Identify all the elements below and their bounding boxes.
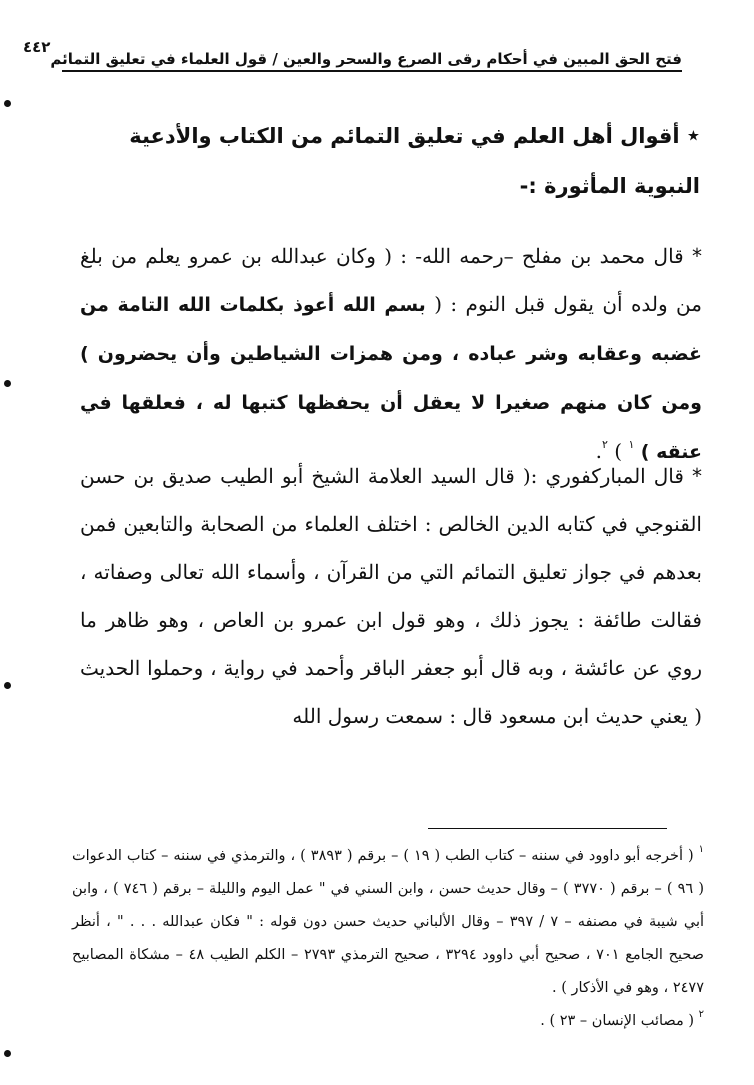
- dua-text: بسم الله أعوذ بكلمات الله التامة من غضبه وعقابه وشر عباده ، ومن همزات الشياطين وأن يحضرون ) ومن كان منهم صغيرا لا يعقل أن يحفظها كتبها له ، فعلقها في عنقه ): [80, 294, 702, 463]
- footnote-ref[interactable]: ٢: [602, 438, 608, 451]
- footnote-marker: ١: [698, 844, 704, 855]
- bracket-text: ): [607, 439, 629, 463]
- full-stop: .: [595, 439, 603, 463]
- footnote-item: [72, 1005, 704, 1038]
- footnote-text: ( مصائب الإنسان – ٢٣ ) .: [540, 1013, 695, 1029]
- footnote-item: [72, 840, 704, 1005]
- footnote-marker: ٢: [698, 1009, 704, 1020]
- footnote-ref[interactable]: ١: [628, 438, 635, 451]
- section-heading-text: أقوال أهل العلم في تعليق التمائم من الكتاب والأدعية النبوية المأثورة :-: [129, 124, 700, 198]
- paragraph-text: قال المباركفوري :( قال السيد العلامة الشيخ أبو الطيب صديق بن حسن القنوجي في كتابه الدين الخالص : اختلف العلماء من الصحابة والتابعين فمن بعدهم في جواز تعليق التمائم التي من القرآن ، وأسماء الله تعالى وصفاته ، فقالت طائفة : يجوز ذلك ، وهو قول ابن عمرو بن العاص ، وهو ظاهر ما روي عن عائشة ، وبه قال أبو جعفر الباقر وأحمد في رواية ، وحملوا الحديث ( يعني حديث ابن مسعود قال : سمعت رسول الله: [80, 464, 702, 728]
- running-header: [22, 34, 682, 72]
- paragraph-ibn-muflih: [80, 232, 702, 476]
- star-icon: *: [692, 244, 702, 268]
- margin-dot: [4, 682, 11, 689]
- section-heading: [90, 110, 700, 211]
- page-number: ٤٤٢: [22, 38, 51, 56]
- header-title: فتح الحق المبين في أحكام رقى الصرع والسحر والعين / قول العلماء في تعليق التمائم: [50, 50, 682, 68]
- star-icon: ٭: [686, 121, 700, 149]
- paragraph-intro: قال محمد بن مفلح –رحمه الله- : ( وكان عبدالله بن عمرو يعلم من بلغ من ولده أن يقول قبل النوم : (: [80, 244, 702, 316]
- star-icon: *: [692, 464, 702, 488]
- footnote-text: ( أخرجه أبو داوود في سننه – كتاب الطب ( ١٩ ) – برقم ( ٣٨٩٣ ) ، والترمذي في سننه – كتاب الدعوات ( ٩٦ ) – برقم ( ٣٧٧٠ ) – وقال حديث حسن ، وابن السني في " عمل اليوم والليلة – برقم ( ٧٤٦ ) ، وابن أبي شيبة في مصنفه – ٧ / ٣٩٧ – وقال الألباني حديث حسن دون قوله : " فكان عبدالله . . . " ، أنظر صحيح الجامع ٧٠١ ، صحيح أبي داوود ٣٢٩٤ ، صحيح الترمذي ٢٧٩٣ – الكلم الطيب ٤٨ – مشكاة المصابيح ٢٤٧٧ ، وهو في الأذكار ) .: [72, 848, 705, 996]
- margin-dot: [4, 380, 11, 387]
- paragraph-mubarakfuri: [80, 452, 702, 740]
- margin-dot: [4, 100, 11, 107]
- footnote-divider: [428, 828, 667, 829]
- footnotes: [72, 840, 704, 1038]
- margin-dot: [4, 1050, 11, 1057]
